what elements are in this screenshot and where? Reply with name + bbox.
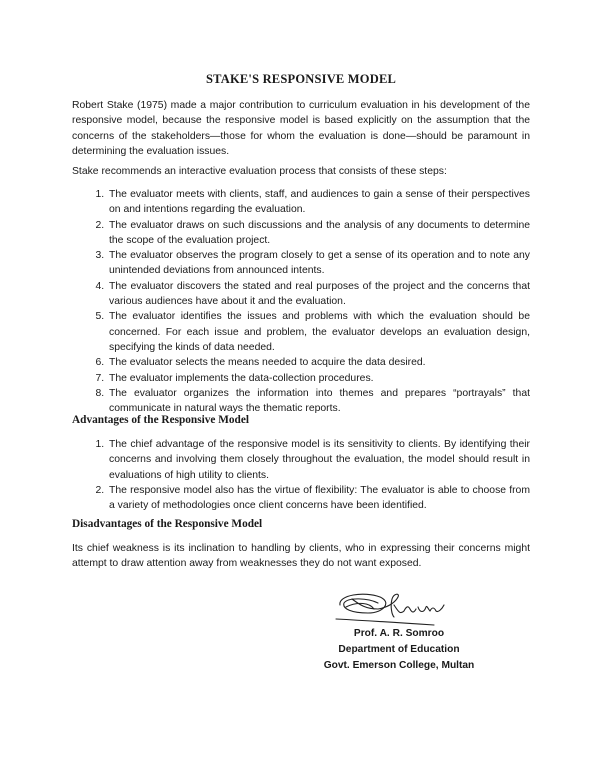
step-item: 8. The evaluator organizes the information into themes and prepares “portrayals” that communicate in natural ways the thematic reports. — [107, 386, 530, 417]
advantages-list — [72, 437, 530, 513]
author-name: Prof. A. R. Somroo — [353, 628, 445, 639]
steps-intro-paragraph: Stake recommends an interactive evaluation process that consists of these steps: — [72, 166, 447, 177]
intro-paragraph: Robert Stake (1975) made a major contribution to curriculum evaluation in his development of the responsive model, because the responsive model is based explicitly on the assumption that the concerns of the stakeholders—those for whom the evaluation is done—should be paramount in determining the evaluation issues. — [72, 100, 530, 157]
advantages-heading: Advantages of the Responsive Model — [72, 414, 249, 426]
advantage-item: 1. The chief advantage of the responsive model is its sensitivity to clients. By identifying their concerns and involving them closely throughout the evaluation, the model should result in evaluations of high utility to clients. — [107, 437, 530, 483]
step-item: 5. The evaluator identifies the issues and problems with which the evaluation should be concerned. For each issue and problem, the evaluator develops an evaluation design, specifying the kinds of data needed. — [107, 309, 530, 355]
signoff-block — [308, 626, 490, 674]
advantage-item: 2. The responsive model also has the virtue of flexibility: The evaluator is able to choose from a variety of methodologies once client concerns have been identified. — [107, 483, 530, 514]
step-item: 6. The evaluator selects the means needed to acquire the data desired. — [107, 355, 530, 370]
step-item: 7. The evaluator implements the data-collection procedures. — [107, 371, 530, 386]
step-item: 3. The evaluator observes the program closely to get a sense of its operation and to note any unintended deviations from announced intents. — [107, 248, 530, 279]
disadvantages-heading: Disadvantages of the Responsive Model — [72, 518, 263, 530]
step-item: 1. The evaluator meets with clients, staff, and audiences to gain a sense of their perspectives on and intentions regarding the evaluation. — [107, 187, 530, 218]
author-department: Department of Education — [338, 644, 460, 655]
step-item: 4. The evaluator discovers the stated and real purposes of the project and the concerns that various audiences have about it and the evaluation. — [107, 279, 530, 310]
steps-list — [72, 187, 530, 416]
disadvantages-paragraph: Its chief weakness is its inclination to handling by clients, who in expressing their concerns might attempt to draw attention away from weaknesses they do not want exposed. — [72, 543, 530, 570]
step-item: 2. The evaluator draws on such discussions and the analysis of any documents to determine the scope of the evaluation project. — [107, 218, 530, 249]
page-title: STAKE'S RESPONSIVE MODEL — [205, 72, 397, 86]
author-college: Govt. Emerson College, Multan — [323, 660, 475, 671]
